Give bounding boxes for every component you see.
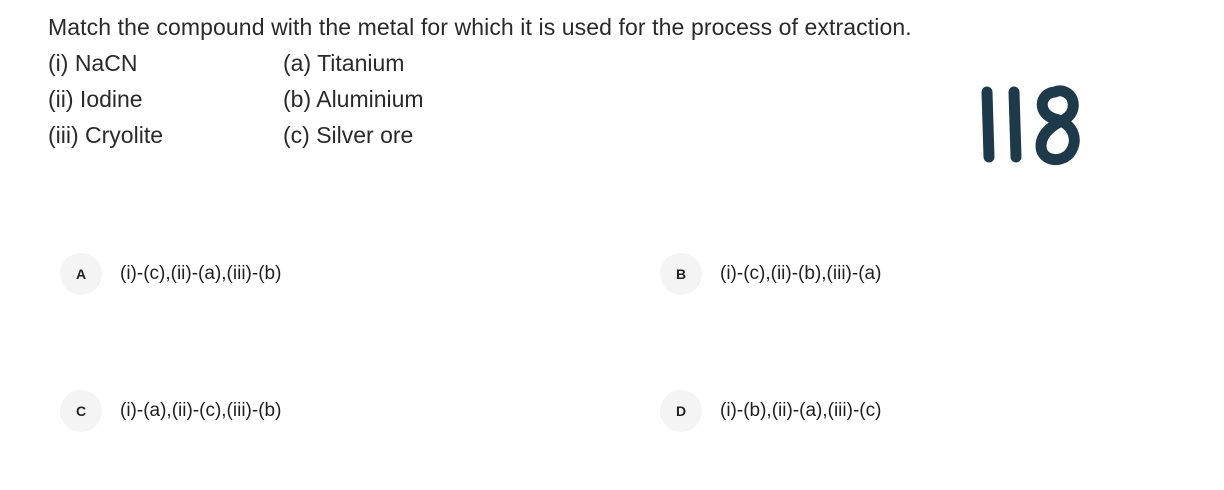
option-b[interactable] (660, 252, 881, 296)
option-c-text[interactable]: (i)-(a),(ii)-(c),(iii)-(b) (120, 400, 282, 421)
option-c[interactable] (60, 389, 281, 433)
option-d[interactable] (660, 389, 881, 433)
question-text: Match the compound with the metal for which it is used for the process of extraction. (48, 14, 912, 40)
option-a-badge[interactable]: A (60, 253, 102, 295)
metal-label: (a) Titanium (283, 50, 405, 76)
compound-label: (ii) Iodine (48, 86, 143, 112)
option-a-text[interactable]: (i)-(c),(ii)-(a),(iii)-(b) (120, 263, 282, 284)
option-b-text[interactable]: (i)-(c),(ii)-(b),(iii)-(a) (720, 263, 882, 284)
option-d-badge[interactable]: D (660, 390, 702, 432)
option-b-badge[interactable]: B (660, 253, 702, 295)
option-c-badge[interactable]: C (60, 390, 102, 432)
option-d-text[interactable]: (i)-(b),(ii)-(a),(iii)-(c) (720, 400, 882, 421)
metal-label: (b) Aluminium (283, 86, 424, 112)
metal-label: (c) Silver ore (283, 122, 414, 148)
compound-label: (iii) Cryolite (48, 122, 163, 148)
compound-label: (i) NaCN (48, 50, 138, 76)
option-a[interactable] (60, 252, 281, 296)
handwritten-number (975, 84, 1100, 166)
